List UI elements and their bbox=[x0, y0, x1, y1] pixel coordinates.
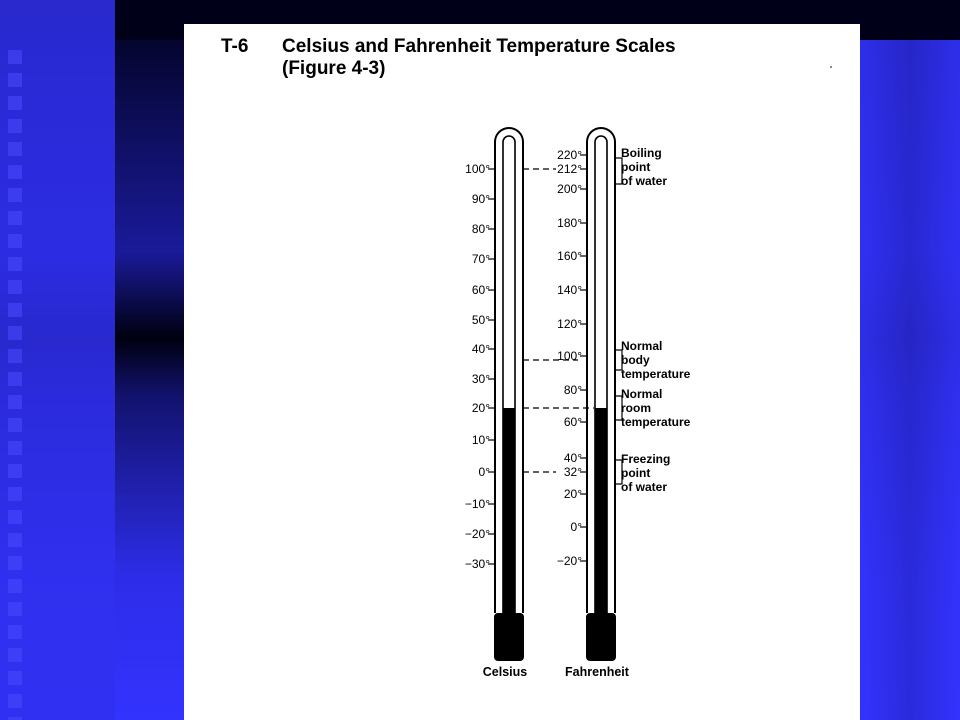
celsius-tick-label: 50° bbox=[471, 313, 490, 327]
decorative-square bbox=[8, 533, 22, 547]
fahrenheit-tick-label: 212° bbox=[557, 162, 582, 176]
decorative-square bbox=[8, 602, 22, 616]
fahrenheit-tick-label: 180° bbox=[557, 216, 582, 230]
decorative-square bbox=[8, 349, 22, 363]
annotation-body bbox=[621, 339, 691, 381]
decorative-square bbox=[8, 165, 22, 179]
decorative-square bbox=[8, 326, 22, 340]
fahrenheit-thermometer bbox=[557, 128, 630, 679]
boiling-line-3: of water bbox=[621, 174, 668, 188]
title-line-1: Celsius and Fahrenheit Temperature Scales bbox=[282, 36, 676, 57]
decorative-square bbox=[8, 464, 22, 478]
fahrenheit-mercury-column bbox=[595, 408, 607, 618]
fahrenheit-tick-label: 120° bbox=[557, 317, 582, 331]
decorative-square bbox=[8, 119, 22, 133]
celsius-tick-label: 90° bbox=[471, 192, 490, 206]
decorative-square bbox=[8, 579, 22, 593]
decorative-square bbox=[8, 510, 22, 524]
decorative-square bbox=[8, 441, 22, 455]
body-line-1: Normal bbox=[621, 339, 663, 353]
freezing-line-1: Freezing bbox=[621, 452, 671, 466]
decorative-square bbox=[8, 671, 22, 685]
fahrenheit-tick-label: 80° bbox=[563, 383, 582, 397]
fahrenheit-tick-label: 32° bbox=[563, 465, 582, 479]
annotation-boiling bbox=[621, 146, 667, 188]
fahrenheit-bulb bbox=[586, 613, 616, 661]
fahrenheit-tick-label: 200° bbox=[557, 182, 582, 196]
room-line-1: Normal bbox=[621, 387, 663, 401]
body-line-2: body bbox=[621, 353, 650, 367]
celsius-tick-label: 40° bbox=[471, 342, 490, 356]
decorative-square bbox=[8, 418, 22, 432]
thermometer-diagram bbox=[184, 24, 860, 720]
decorative-square bbox=[8, 96, 22, 110]
fahrenheit-tick-label: 0° bbox=[570, 520, 582, 534]
fahrenheit-tick-label: 160° bbox=[557, 249, 582, 263]
decorative-square bbox=[8, 395, 22, 409]
body-line-3: temperature bbox=[621, 367, 691, 381]
document-page bbox=[184, 24, 860, 720]
celsius-tick-label: 100° bbox=[465, 162, 490, 176]
fahrenheit-tick-label: 40° bbox=[563, 451, 582, 465]
celsius-tick-label: 60° bbox=[471, 283, 490, 297]
decorative-square bbox=[8, 303, 22, 317]
decorative-square bbox=[8, 50, 22, 64]
decorative-square bbox=[8, 280, 22, 294]
celsius-thermometer bbox=[465, 128, 527, 679]
decorative-squares bbox=[0, 0, 30, 720]
celsius-bulb bbox=[494, 613, 524, 661]
scan-speck bbox=[830, 66, 832, 68]
celsius-tick-label: −10° bbox=[464, 497, 490, 511]
fahrenheit-ticks bbox=[557, 148, 587, 568]
decorative-square bbox=[8, 73, 22, 87]
decorative-square bbox=[8, 556, 22, 570]
fahrenheit-tick-label: 140° bbox=[557, 283, 582, 297]
celsius-tick-label: 0° bbox=[478, 465, 490, 479]
celsius-tick-label: −30° bbox=[464, 557, 490, 571]
decorative-square bbox=[8, 372, 22, 386]
room-line-2: room bbox=[621, 401, 651, 415]
freezing-line-3: of water bbox=[621, 480, 668, 494]
celsius-ticks bbox=[465, 162, 495, 571]
celsius-tick-label: 80° bbox=[471, 222, 490, 236]
boiling-line-1: Boiling bbox=[621, 146, 662, 160]
celsius-tick-label: 30° bbox=[471, 372, 490, 386]
fahrenheit-tick-label: 220° bbox=[557, 148, 582, 162]
decorative-square bbox=[8, 188, 22, 202]
fahrenheit-tick-label: 20° bbox=[563, 487, 582, 501]
fahrenheit-caption: Fahrenheit bbox=[565, 665, 629, 679]
decorative-square bbox=[8, 625, 22, 639]
room-line-3: temperature bbox=[621, 415, 691, 429]
decorative-square bbox=[8, 257, 22, 271]
celsius-tick-label: −20° bbox=[464, 527, 490, 541]
decorative-square bbox=[8, 648, 22, 662]
decorative-square bbox=[8, 211, 22, 225]
title-line-2: (Figure 4-3) bbox=[282, 58, 386, 79]
decorative-square bbox=[8, 694, 22, 708]
annotation-room bbox=[621, 387, 691, 429]
fahrenheit-tick-label: −20° bbox=[556, 554, 582, 568]
fahrenheit-tick-label: 60° bbox=[563, 415, 582, 429]
decorative-square bbox=[8, 487, 22, 501]
celsius-tick-label: 10° bbox=[471, 433, 490, 447]
annotation-brackets bbox=[615, 158, 622, 484]
boiling-line-2: point bbox=[621, 160, 651, 174]
figure-code: T-6 bbox=[221, 36, 249, 57]
fahrenheit-tick-label: 100° bbox=[557, 349, 582, 363]
annotation-freezing bbox=[621, 452, 670, 494]
celsius-mercury-column bbox=[503, 408, 515, 618]
decorative-square bbox=[8, 142, 22, 156]
freezing-line-2: point bbox=[621, 466, 651, 480]
decorative-square bbox=[8, 234, 22, 248]
celsius-tick-label: 20° bbox=[471, 401, 490, 415]
celsius-caption: Celsius bbox=[482, 665, 528, 679]
celsius-tick-label: 70° bbox=[471, 252, 490, 266]
